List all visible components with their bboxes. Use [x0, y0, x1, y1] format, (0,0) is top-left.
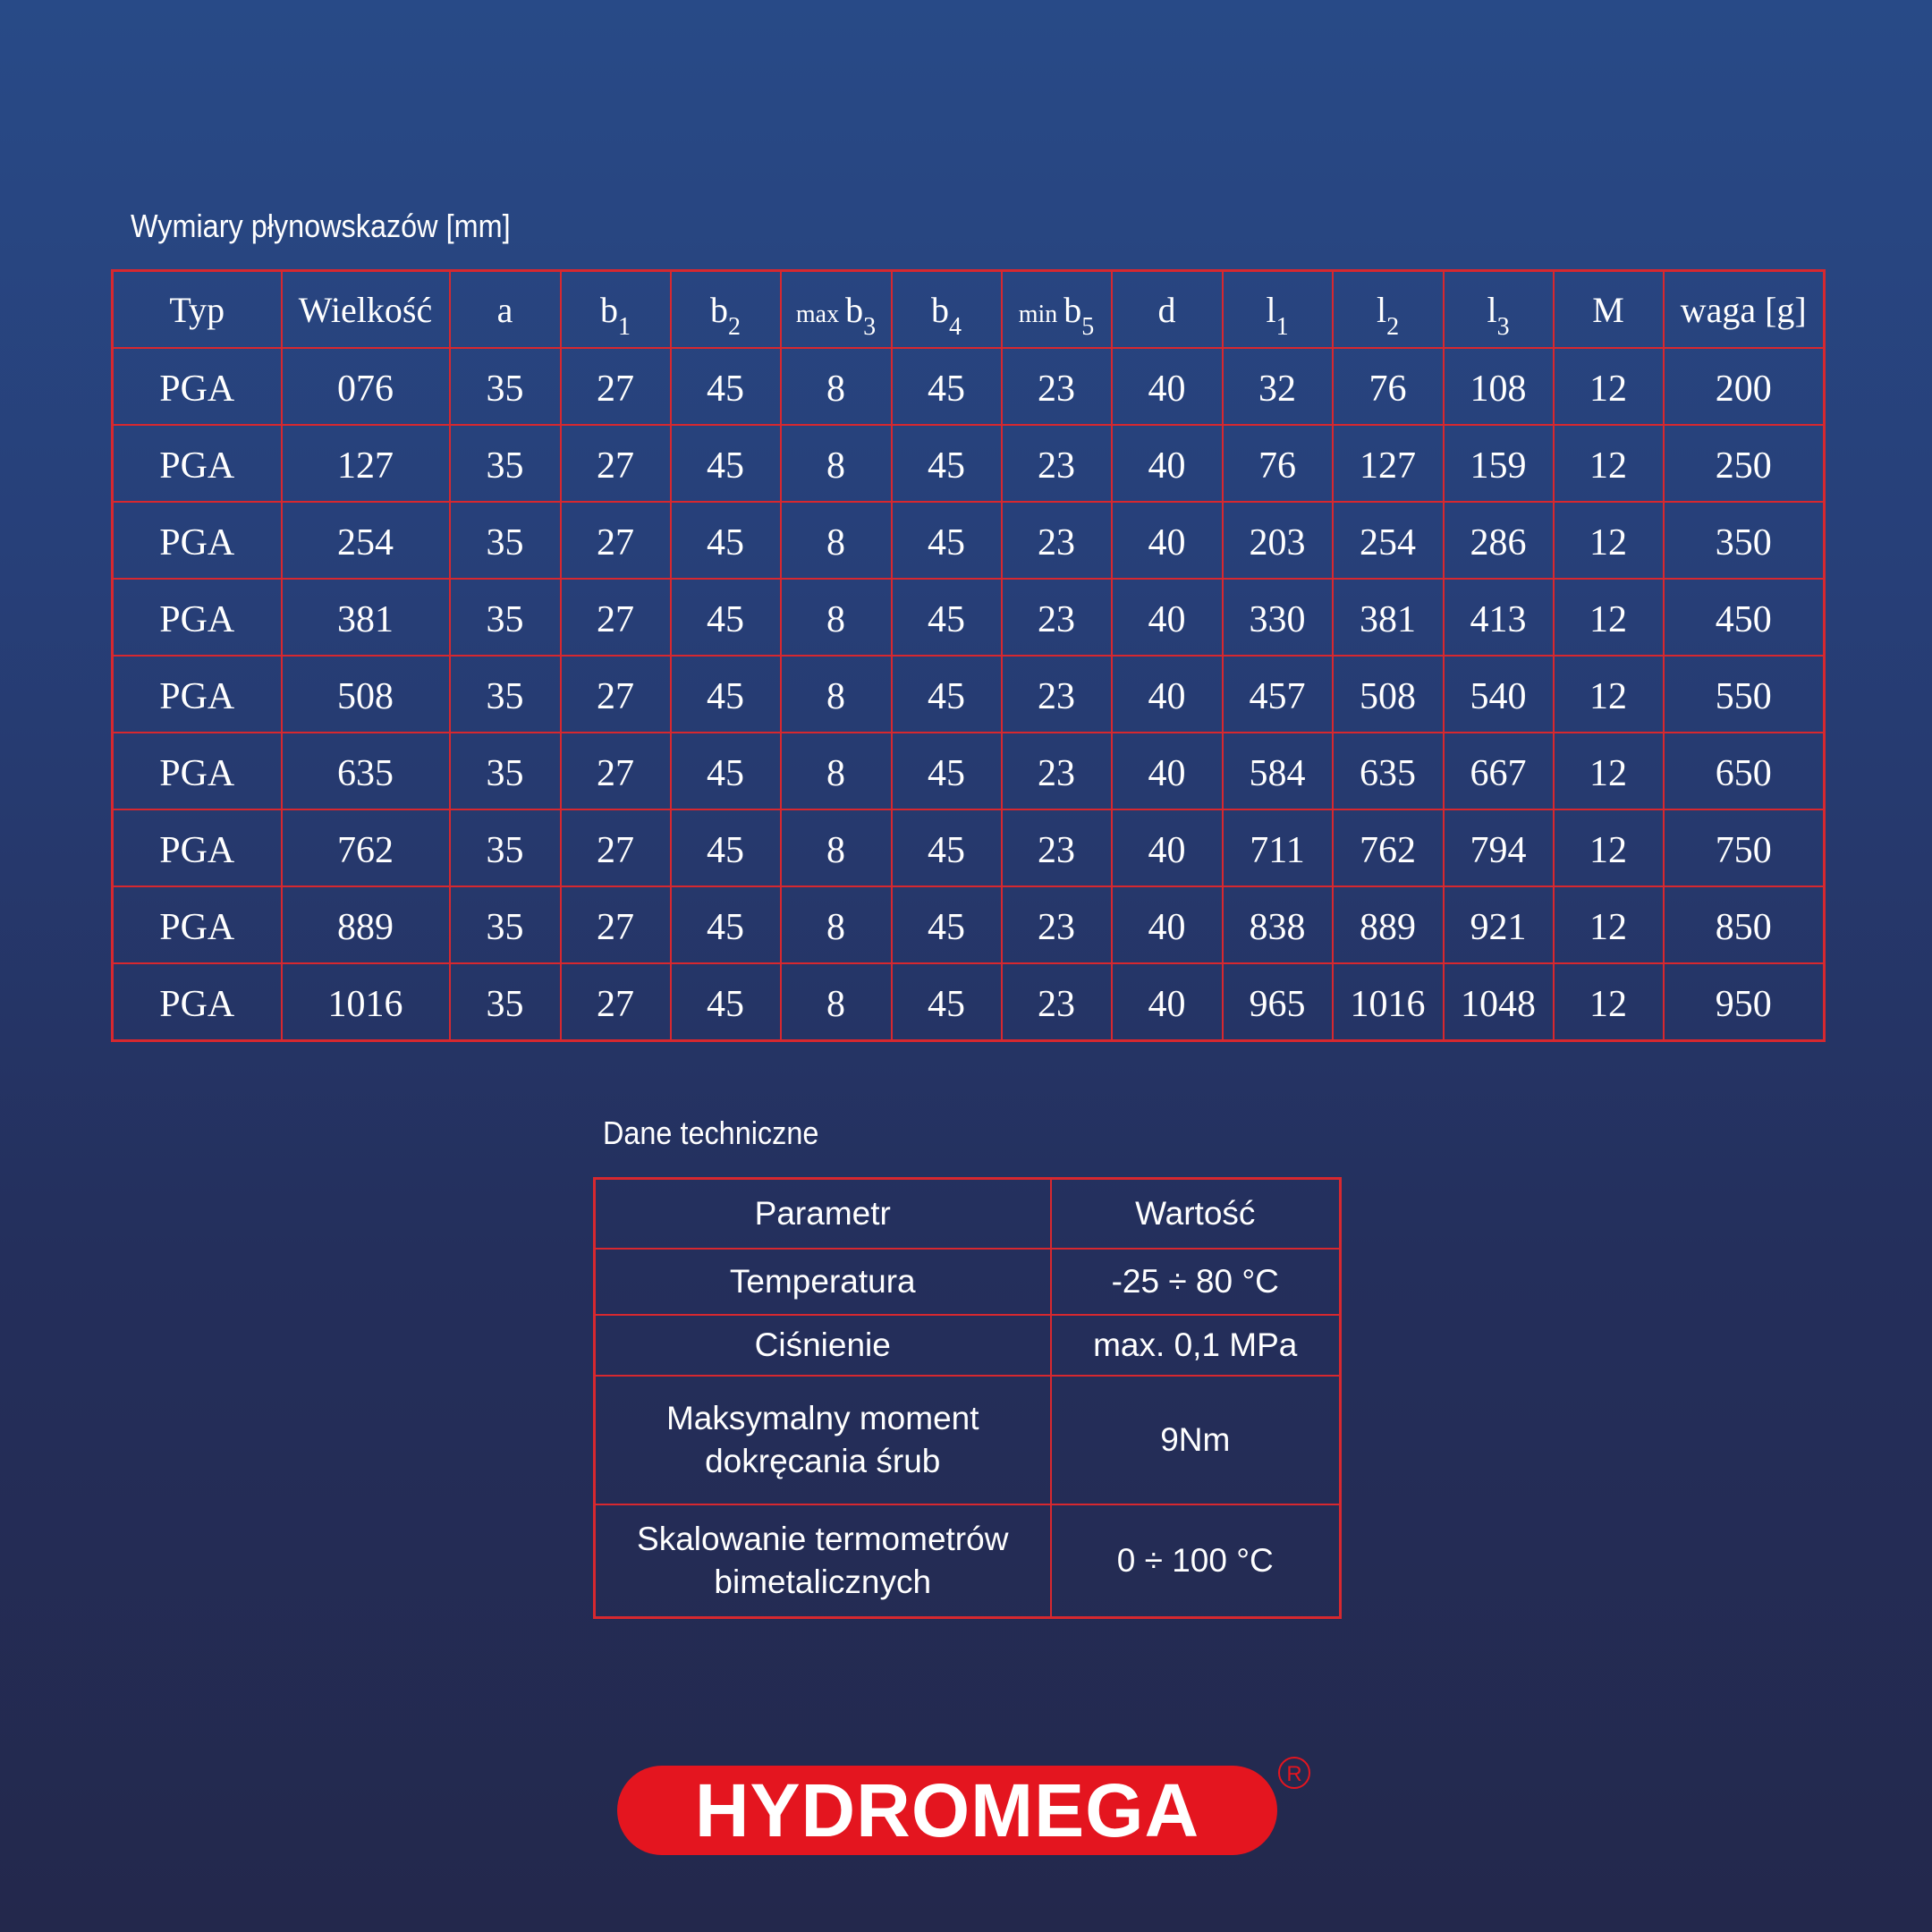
dimensions-cell: 23: [1002, 886, 1112, 963]
hydromega-logo: [617, 1766, 1277, 1855]
dimensions-header-cell: [1002, 271, 1112, 349]
dimensions-cell: 921: [1444, 886, 1554, 963]
dimensions-cell: 550: [1664, 656, 1825, 733]
dimensions-cell: 254: [1333, 502, 1444, 579]
dimensions-cell: 23: [1002, 502, 1112, 579]
technical-row: [595, 1249, 1341, 1315]
dimensions-cell: 889: [282, 886, 450, 963]
dimensions-cell: 35: [450, 425, 561, 502]
dimensions-caption: Wymiary płynowskazów [mm]: [131, 208, 511, 244]
header-label: l: [1376, 289, 1387, 330]
dimensions-cell: 794: [1444, 809, 1554, 886]
dimensions-cell: 40: [1112, 886, 1223, 963]
dimensions-cell: 8: [781, 963, 892, 1041]
dimensions-cell: 584: [1223, 733, 1333, 809]
dimensions-row: [113, 809, 1825, 886]
dimensions-cell: 27: [561, 733, 671, 809]
header-subscript: 2: [1386, 312, 1400, 341]
dimensions-cell: 286: [1444, 502, 1554, 579]
dimensions-cell: 23: [1002, 809, 1112, 886]
dimensions-cell: 12: [1554, 579, 1664, 656]
header-subscript: 2: [728, 312, 741, 341]
technical-table: [593, 1177, 1342, 1619]
dimensions-cell: 35: [450, 348, 561, 425]
dimensions-cell: PGA: [113, 348, 282, 425]
dimensions-cell: 762: [282, 809, 450, 886]
header-label: b: [845, 289, 864, 330]
dimensions-cell: 12: [1554, 502, 1664, 579]
dimensions-cell: 45: [671, 348, 781, 425]
technical-row: [595, 1376, 1341, 1504]
dimensions-cell: 27: [561, 502, 671, 579]
technical-value: 9Nm: [1051, 1376, 1341, 1504]
dimensions-header-cell: [1444, 271, 1554, 349]
dimensions-cell: 8: [781, 425, 892, 502]
dimensions-cell: 35: [450, 656, 561, 733]
header-label: Typ: [169, 289, 225, 330]
dimensions-cell: 45: [892, 809, 1002, 886]
dimensions-header-cell: [892, 271, 1002, 349]
dimensions-cell: 12: [1554, 348, 1664, 425]
dimensions-cell: 254: [282, 502, 450, 579]
dimensions-cell: 45: [892, 348, 1002, 425]
dimensions-cell: 27: [561, 656, 671, 733]
dimensions-cell: 45: [671, 656, 781, 733]
dimensions-cell: 330: [1223, 579, 1333, 656]
dimensions-cell: 8: [781, 348, 892, 425]
dimensions-cell: 838: [1223, 886, 1333, 963]
technical-parameter: Maksymalny moment dokręcania śrub: [595, 1376, 1051, 1504]
dimensions-cell: 45: [671, 502, 781, 579]
dimensions-cell: 40: [1112, 425, 1223, 502]
dimensions-cell: 635: [282, 733, 450, 809]
dimensions-cell: 45: [892, 656, 1002, 733]
dimensions-cell: 45: [892, 733, 1002, 809]
dimensions-cell: 35: [450, 963, 561, 1041]
dimensions-cell: 40: [1112, 963, 1223, 1041]
dimensions-cell: 27: [561, 886, 671, 963]
dimensions-table: [111, 269, 1826, 1042]
header-subscript: 3: [1496, 312, 1510, 341]
dimensions-cell: 1016: [1333, 963, 1444, 1041]
dimensions-cell: 76: [1333, 348, 1444, 425]
dimensions-header-cell: [1664, 271, 1825, 349]
dimensions-cell: 413: [1444, 579, 1554, 656]
dimensions-header-cell: [671, 271, 781, 349]
dimensions-cell: 381: [1333, 579, 1444, 656]
dimensions-cell: 27: [561, 809, 671, 886]
dimensions-header-cell: [561, 271, 671, 349]
dimensions-header-cell: [1112, 271, 1223, 349]
dimensions-cell: 508: [1333, 656, 1444, 733]
dimensions-cell: 450: [1664, 579, 1825, 656]
dimensions-row: [113, 733, 1825, 809]
dimensions-cell: PGA: [113, 656, 282, 733]
dimensions-cell: 40: [1112, 579, 1223, 656]
dimensions-cell: 32: [1223, 348, 1333, 425]
header-label: a: [496, 289, 513, 330]
dimensions-cell: 8: [781, 733, 892, 809]
dimensions-cell: 381: [282, 579, 450, 656]
dimensions-cell: 8: [781, 656, 892, 733]
technical-value: -25 ÷ 80 °C: [1051, 1249, 1341, 1315]
header-subscript: 5: [1081, 312, 1095, 341]
dimensions-cell: 965: [1223, 963, 1333, 1041]
header-label: M: [1592, 289, 1624, 330]
header-label: b: [931, 289, 949, 330]
dimensions-header-cell: [1554, 271, 1664, 349]
dimensions-header-cell: [282, 271, 450, 349]
technical-parameter: Temperatura: [595, 1249, 1051, 1315]
dimensions-cell: 27: [561, 579, 671, 656]
dimensions-cell: 12: [1554, 809, 1664, 886]
header-label: b: [600, 289, 618, 330]
dimensions-header-row: [113, 271, 1825, 349]
dimensions-cell: 457: [1223, 656, 1333, 733]
dimensions-cell: 1016: [282, 963, 450, 1041]
dimensions-cell: 8: [781, 809, 892, 886]
logo-wordmark: HYDROMEGA: [694, 1768, 1200, 1852]
dimensions-cell: 159: [1444, 425, 1554, 502]
dimensions-cell: 27: [561, 963, 671, 1041]
dimensions-cell: 45: [671, 733, 781, 809]
dimensions-cell: PGA: [113, 579, 282, 656]
header-label: waga [g]: [1680, 289, 1807, 330]
dimensions-cell: 108: [1444, 348, 1554, 425]
dimensions-cell: 850: [1664, 886, 1825, 963]
dimensions-cell: PGA: [113, 963, 282, 1041]
dimensions-cell: 711: [1223, 809, 1333, 886]
dimensions-cell: 8: [781, 502, 892, 579]
dimensions-cell: PGA: [113, 809, 282, 886]
header-subscript: 4: [949, 312, 962, 341]
dimensions-cell: 1048: [1444, 963, 1554, 1041]
dimensions-cell: 27: [561, 348, 671, 425]
dimensions-cell: 40: [1112, 348, 1223, 425]
dimensions-cell: 950: [1664, 963, 1825, 1041]
header-subscript: 3: [863, 312, 877, 341]
technical-header-value: Wartość: [1051, 1179, 1341, 1250]
technical-parameter: Ciśnienie: [595, 1315, 1051, 1376]
dimensions-cell: 27: [561, 425, 671, 502]
dimensions-cell: 40: [1112, 733, 1223, 809]
dimensions-cell: 23: [1002, 733, 1112, 809]
dimensions-cell: 8: [781, 886, 892, 963]
dimensions-cell: 127: [282, 425, 450, 502]
dimensions-cell: 23: [1002, 963, 1112, 1041]
dimensions-cell: 23: [1002, 579, 1112, 656]
dimensions-header-cell: [1333, 271, 1444, 349]
header-label: b: [710, 289, 728, 330]
header-subscript: 1: [1275, 312, 1289, 341]
dimensions-row: [113, 656, 1825, 733]
dimensions-cell: 889: [1333, 886, 1444, 963]
dimensions-cell: 12: [1554, 425, 1664, 502]
dimensions-header-cell: [450, 271, 561, 349]
header-label: Wielkość: [298, 289, 433, 330]
dimensions-cell: 23: [1002, 348, 1112, 425]
dimensions-cell: 076: [282, 348, 450, 425]
technical-row: [595, 1504, 1341, 1618]
dimensions-row: [113, 348, 1825, 425]
dimensions-row: [113, 579, 1825, 656]
dimensions-cell: 127: [1333, 425, 1444, 502]
dimensions-cell: 45: [671, 425, 781, 502]
dimensions-cell: 23: [1002, 656, 1112, 733]
dimensions-cell: 35: [450, 886, 561, 963]
dimensions-cell: 750: [1664, 809, 1825, 886]
dimensions-header-cell: [113, 271, 282, 349]
dimensions-cell: 45: [671, 963, 781, 1041]
dimensions-cell: 45: [892, 886, 1002, 963]
dimensions-cell: 35: [450, 733, 561, 809]
dimensions-cell: 12: [1554, 656, 1664, 733]
dimensions-cell: 40: [1112, 656, 1223, 733]
technical-row: [595, 1315, 1341, 1376]
dimensions-cell: 45: [892, 579, 1002, 656]
dimensions-cell: PGA: [113, 502, 282, 579]
dimensions-cell: 508: [282, 656, 450, 733]
dimensions-cell: 635: [1333, 733, 1444, 809]
header-label: l: [1487, 289, 1497, 330]
dimensions-cell: 76: [1223, 425, 1333, 502]
dimensions-cell: 45: [671, 886, 781, 963]
dimensions-cell: 45: [671, 579, 781, 656]
dimensions-cell: 250: [1664, 425, 1825, 502]
dimensions-cell: 40: [1112, 502, 1223, 579]
dimensions-cell: 45: [671, 809, 781, 886]
dimensions-header-cell: [1223, 271, 1333, 349]
dimensions-cell: 650: [1664, 733, 1825, 809]
header-subscript: 1: [618, 312, 631, 341]
header-prefix: min: [1018, 300, 1064, 328]
dimensions-cell: 540: [1444, 656, 1554, 733]
dimensions-cell: PGA: [113, 425, 282, 502]
header-prefix: max: [795, 300, 846, 328]
technical-caption: Dane techniczne: [603, 1114, 819, 1151]
registered-trademark-icon: R: [1278, 1757, 1310, 1789]
dimensions-cell: 12: [1554, 733, 1664, 809]
dimensions-row: [113, 502, 1825, 579]
dimensions-cell: 40: [1112, 809, 1223, 886]
dimensions-cell: 35: [450, 809, 561, 886]
dimensions-row: [113, 886, 1825, 963]
dimensions-cell: 667: [1444, 733, 1554, 809]
dimensions-cell: 23: [1002, 425, 1112, 502]
dimensions-cell: 35: [450, 579, 561, 656]
dimensions-cell: PGA: [113, 886, 282, 963]
dimensions-cell: 12: [1554, 886, 1664, 963]
technical-value: 0 ÷ 100 °C: [1051, 1504, 1341, 1618]
technical-parameter: Skalowanie termometrów bimetalicznych: [595, 1504, 1051, 1618]
dimensions-cell: 203: [1223, 502, 1333, 579]
dimensions-cell: 45: [892, 963, 1002, 1041]
technical-value: max. 0,1 MPa: [1051, 1315, 1341, 1376]
technical-header-parameter: Parametr: [595, 1179, 1051, 1250]
dimensions-cell: 762: [1333, 809, 1444, 886]
header-label: d: [1157, 289, 1176, 330]
dimensions-cell: 45: [892, 502, 1002, 579]
header-label: b: [1063, 289, 1082, 330]
dimensions-row: [113, 963, 1825, 1041]
dimensions-cell: 200: [1664, 348, 1825, 425]
header-label: l: [1266, 289, 1276, 330]
dimensions-cell: 350: [1664, 502, 1825, 579]
dimensions-cell: 35: [450, 502, 561, 579]
dimensions-row: [113, 425, 1825, 502]
dimensions-header-cell: [781, 271, 892, 349]
dimensions-cell: 8: [781, 579, 892, 656]
dimensions-cell: 12: [1554, 963, 1664, 1041]
dimensions-cell: PGA: [113, 733, 282, 809]
dimensions-cell: 45: [892, 425, 1002, 502]
technical-header-row: [595, 1179, 1341, 1250]
